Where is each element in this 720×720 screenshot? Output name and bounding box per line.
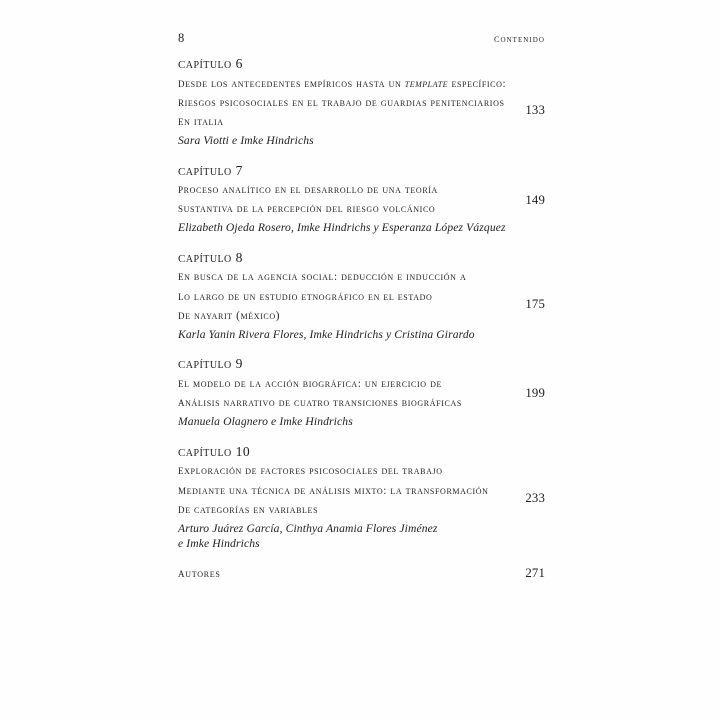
chapter-label: capítulo 10 [178,442,251,460]
toc-entry[interactable] [178,55,545,149]
toc-entry[interactable] [178,443,545,552]
toc-entry[interactable] [178,355,545,429]
title-line: riesgos psicosociales en el trabajo de guardias penitenciarios [178,93,505,109]
autores-label: autores [178,564,221,580]
title-line [178,74,545,93]
title-line: de nayarit (méxico) [178,307,281,323]
title-text-tail: específico: [448,77,507,90]
toc-entry-autores[interactable] [178,565,545,581]
author-block [178,521,545,552]
author-block [178,133,545,149]
running-head [178,31,545,46]
title-line: en italia [178,113,224,129]
title-line: mediante una técnica de análisis mixto: la transformación [178,481,489,497]
author-line: Arturo Juárez García, Cinthya Anamia Flores Jiménez [178,521,438,535]
author-block [178,414,545,430]
page-folio: 8 [178,31,185,45]
title-italic-term: template [404,77,449,90]
author-line: e Imke Hindrichs [178,537,260,551]
chapter-label: capítulo 7 [178,161,243,179]
title-line: lo largo de un estudio etnográfico en el estado [178,287,433,303]
title-line: análisis narrativo de cuatro transiciones biográficas [178,394,462,410]
entry-page-number: 271 [525,565,545,580]
title-line: el modelo de la acción biográfica: un ejercicio de [178,375,442,391]
author-line: Manuela Olagnero e Imke Hindrichs [178,415,353,429]
chapter-label: capítulo 8 [178,248,243,266]
title-line: en busca de la agencia social: deducción e inducción a [178,268,467,284]
entry-page-number: 199 [525,386,545,401]
title-line: sustantiva de la percepción del riesgo volcánico [178,200,436,216]
running-title: contenido [494,33,545,45]
author-line: Sara Viotti e Imke Hindrichs [178,133,314,147]
table-of-contents [178,55,545,581]
entry-page-number: 233 [525,490,545,505]
author-block [178,327,545,343]
entry-page-number: 133 [525,103,545,117]
author-line: Elizabeth Ojeda Rosero, Imke Hindrichs y Esperanza López Vázquez [178,221,506,235]
toc-entry[interactable] [178,162,545,236]
title-line: exploración de factores psicosociales del trabajo [178,462,443,478]
entry-page-number: 149 [525,192,545,207]
chapter-label: capítulo 9 [178,355,243,373]
author-block [178,220,545,236]
toc-entry[interactable] [178,249,545,343]
title-text: desde los antecedentes empíricos hasta un [178,74,405,90]
entry-page-number: 175 [525,296,545,311]
chapter-label: capítulo 6 [178,55,243,72]
author-line: Karla Yanin Rivera Flores, Imke Hindrichs y Cristina Girardo [178,327,475,341]
title-line: proceso analítico en el desarrollo de una teoría [178,181,438,197]
title-line: de categorías en variables [178,500,319,516]
